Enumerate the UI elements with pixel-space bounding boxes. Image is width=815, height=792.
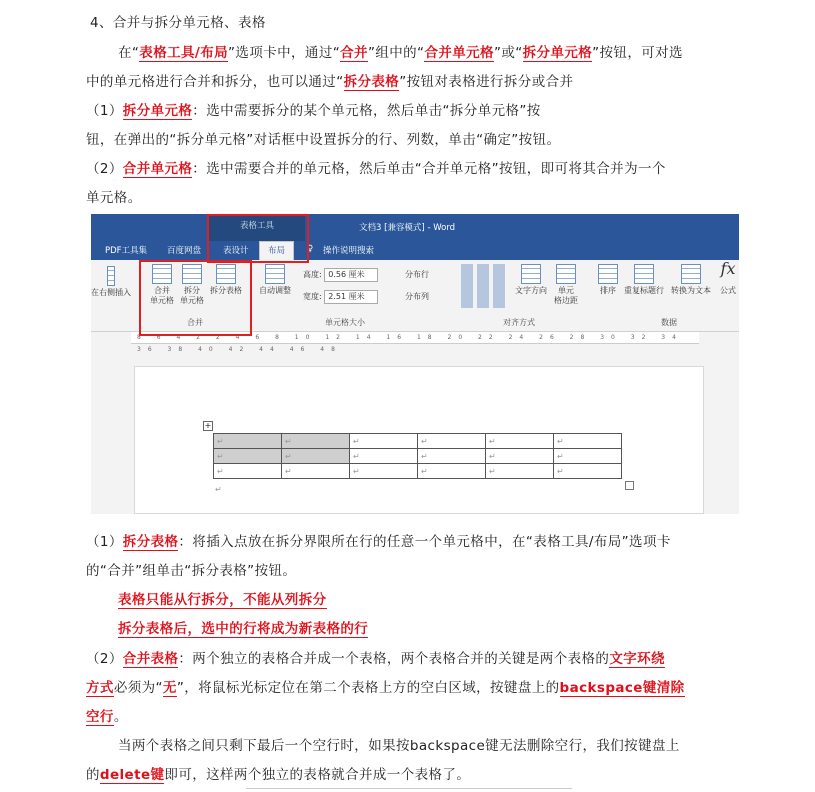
text: ”按钮对表格进行拆分或合并 <box>399 74 574 90</box>
table-row <box>214 449 622 464</box>
table-cell[interactable]: ↵ <box>554 464 622 479</box>
table-cell[interactable]: ↵ <box>350 464 418 479</box>
text: 在“ <box>118 45 140 61</box>
table-move-handle-icon[interactable]: + <box>204 421 212 430</box>
note-new-table <box>118 618 368 640</box>
highlight-none: 无 <box>162 680 177 696</box>
paragraph-merge-table-line2 <box>86 677 685 699</box>
tab-table-design[interactable]: 表设计 <box>223 246 249 256</box>
next-image-edge <box>246 788 572 792</box>
repeat-header-icon <box>634 264 654 284</box>
table-cell[interactable]: ↵ <box>282 434 350 449</box>
insert-right-button[interactable] <box>91 266 131 298</box>
sort-button[interactable] <box>595 264 621 296</box>
note-text: 表格只能从行拆分，不能从列拆分 <box>118 592 327 608</box>
table-resize-handle[interactable] <box>625 481 634 490</box>
table-cell[interactable]: ↵ <box>350 434 418 449</box>
width-input[interactable]: 2.51 厘米 <box>324 290 378 304</box>
fx-icon: fx <box>720 259 736 278</box>
label: 拆分 单元格 <box>180 286 204 305</box>
highlight-text-wrap: 文字环绕 <box>609 651 665 667</box>
highlight-merge-cells: 合并单元格 <box>424 45 494 61</box>
highlight-split-cells: 拆分单元格 <box>522 45 593 61</box>
text: ：两个独立的表格合并成一个表格，两个表格合并的关键是两个表格的 <box>178 651 610 667</box>
text: ”，将鼠标光标定位在第二个表格上方的空白区域，按键盘上的 <box>176 680 560 696</box>
cell-margins-button[interactable] <box>551 264 581 306</box>
label: 排序 <box>600 286 616 295</box>
insert-right-icon <box>107 266 115 286</box>
word-screenshot <box>91 214 739 514</box>
table-cell[interactable]: ↵ <box>554 434 622 449</box>
table-cell[interactable]: ↵ <box>214 434 282 449</box>
lightbulb-icon: ♀ <box>307 244 314 254</box>
text: ：将插入点放在拆分界限所在行的任意一个单元格中，在“表格工具/布局”选项卡 <box>178 534 671 550</box>
highlight-term: 合并表格 <box>122 651 179 667</box>
text: 。 <box>113 709 128 725</box>
document-page <box>134 366 704 514</box>
group-data-label: 数据 <box>661 318 677 327</box>
cell-margins-icon <box>556 264 576 284</box>
tab-baidu[interactable]: 百度网盘 <box>167 246 202 256</box>
group-cellsize-label: 单元格大小 <box>325 318 365 327</box>
highlight-box-merge-group <box>139 260 252 336</box>
section-heading: 4、合并与拆分单元格、表格 <box>90 15 266 31</box>
window-title: 文档3 [兼容模式] - Word <box>359 223 456 233</box>
highlight-box-context-tab <box>207 214 309 263</box>
word-table <box>213 433 622 479</box>
table-cell[interactable]: ↵ <box>214 449 282 464</box>
tab-layout[interactable]: 布局 <box>259 241 294 260</box>
item-number: （1） <box>86 103 123 119</box>
paragraph-intro-line1 <box>118 42 683 64</box>
text: ”或“ <box>493 45 523 61</box>
autofit-icon <box>265 264 285 284</box>
highlight-term: 合并单元格 <box>122 161 193 177</box>
convert-to-text-button[interactable] <box>668 264 714 296</box>
paragraph-split-cells-line1 <box>86 100 541 122</box>
note-text: 拆分表格后，选中的行将成为新表格的行 <box>118 621 369 637</box>
paragraph-merge-cells-line1 <box>86 158 666 180</box>
table-cell[interactable]: ↵ <box>350 449 418 464</box>
text: ：选中需要拆分的某个单元格，然后单击“拆分单元格”按 <box>192 103 541 119</box>
label: 合并 单元格 <box>150 286 174 305</box>
table-cell[interactable]: ↵ <box>418 464 486 479</box>
paragraph-delete-line2 <box>86 764 470 786</box>
highlight-tab-name: 表格工具/布局 <box>139 45 229 61</box>
highlight-backspace: backspace键清除 <box>559 680 685 696</box>
text: ”组中的“ <box>367 45 425 61</box>
text-direction-icon <box>521 264 541 284</box>
tell-me-search[interactable]: 操作说明搜索 <box>323 246 375 256</box>
paragraph-merge-table-line1 <box>86 648 665 670</box>
text: ”按钮，可对选 <box>592 45 683 61</box>
table-row <box>214 464 622 479</box>
height-label: 高度: <box>303 270 322 279</box>
highlight-term: 拆分表格 <box>122 534 179 550</box>
table-row <box>214 434 622 449</box>
table-cell[interactable]: ↵ <box>486 449 554 464</box>
text: 的 <box>86 767 100 783</box>
label: 自动调整 <box>259 286 291 295</box>
paragraph-merge-cells-line2: 单元格。 <box>86 190 142 206</box>
item-number: （2） <box>86 161 123 177</box>
table-cell[interactable]: ↵ <box>282 449 350 464</box>
table-cell[interactable]: ↵ <box>486 464 554 479</box>
paragraph-mark: ↵ <box>215 485 222 494</box>
note-row-split <box>118 589 327 611</box>
tab-pdf-tools[interactable]: PDF工具集 <box>105 246 148 256</box>
distribute-rows-button[interactable]: 分布行 <box>405 270 429 279</box>
text-direction-button[interactable] <box>511 264 551 296</box>
paragraph-merge-table-line3 <box>86 706 128 728</box>
height-field[interactable] <box>303 268 378 282</box>
highlight-delete-key: delete键 <box>99 767 165 783</box>
autofit-button[interactable] <box>255 264 295 296</box>
sort-icon <box>598 264 618 284</box>
ribbon-tabs <box>91 241 739 260</box>
title-bar <box>91 214 739 241</box>
label: 公式 <box>720 286 736 295</box>
text: ”选项卡中，通过“ <box>228 45 341 61</box>
height-input[interactable]: 0.56 厘米 <box>324 268 378 282</box>
table-cell[interactable]: ↵ <box>418 449 486 464</box>
label: 重复标题行 <box>624 286 664 295</box>
convert-text-icon <box>681 264 701 284</box>
label: 转换为文本 <box>671 286 711 295</box>
text: ：选中需要合并的单元格，然后单击“合并单元格”按钮，即可将其合并为一个 <box>192 161 666 177</box>
paragraph-delete-line1: 当两个表格之间只剩下最后一个空行时，如果按backspace键无法删除空行，我们按键盘上 <box>118 738 680 754</box>
highlight-term: 拆分单元格 <box>122 103 193 119</box>
highlight-split-table: 拆分表格 <box>343 74 400 90</box>
width-label: 宽度: <box>303 292 322 301</box>
table-cell[interactable]: ↵ <box>486 434 554 449</box>
paragraph-split-table-line2: 的“合并”组单击“拆分表格”按钮。 <box>86 563 297 579</box>
highlight-text-wrap-cont: 方式 <box>86 680 114 696</box>
label: 文字方向 <box>515 286 547 295</box>
text: 即可，这样两个独立的表格就合并成一个表格了。 <box>164 767 471 783</box>
context-tab-label: 表格工具 <box>209 214 305 241</box>
label: 在右侧插入 <box>91 288 131 297</box>
distribute-columns-button[interactable]: 分布列 <box>405 292 429 301</box>
table-cell[interactable]: ↵ <box>282 464 350 479</box>
formula-button[interactable] <box>717 259 739 296</box>
label: 单元 格边距 <box>554 286 578 305</box>
paragraph-intro-line2 <box>86 71 573 93</box>
highlight-blank-line: 空行 <box>86 709 114 725</box>
highlight-group-name: 合并 <box>340 45 368 61</box>
group-align-label: 对齐方式 <box>503 318 535 327</box>
group-merge-label: 合并 <box>187 318 203 327</box>
text: 必须为“ <box>113 680 163 696</box>
item-number: （2） <box>86 651 123 667</box>
paragraph-split-cells-line2: 钮，在弹出的“拆分单元格”对话框中设置拆分的行、列数，单击“确定”按钮。 <box>86 132 561 148</box>
item-number: （1） <box>86 534 123 550</box>
label: 拆分表格 <box>210 286 242 295</box>
table-cell[interactable]: ↵ <box>554 449 622 464</box>
width-field[interactable] <box>303 290 378 304</box>
text: 中的单元格进行合并和拆分，也可以通过“ <box>86 74 344 90</box>
alignment-grid[interactable] <box>461 264 509 308</box>
paragraph-split-table-line1 <box>86 531 671 553</box>
ruler: 8 6 4 2 2 4 6 8 10 12 14 16 18 20 22 24 26 28 30 32 34 36 38 40 42 44 46 48 <box>131 332 699 344</box>
repeat-header-button[interactable] <box>621 264 667 296</box>
table-cell[interactable]: ↵ <box>418 434 486 449</box>
table-cell[interactable]: ↵ <box>214 464 282 479</box>
